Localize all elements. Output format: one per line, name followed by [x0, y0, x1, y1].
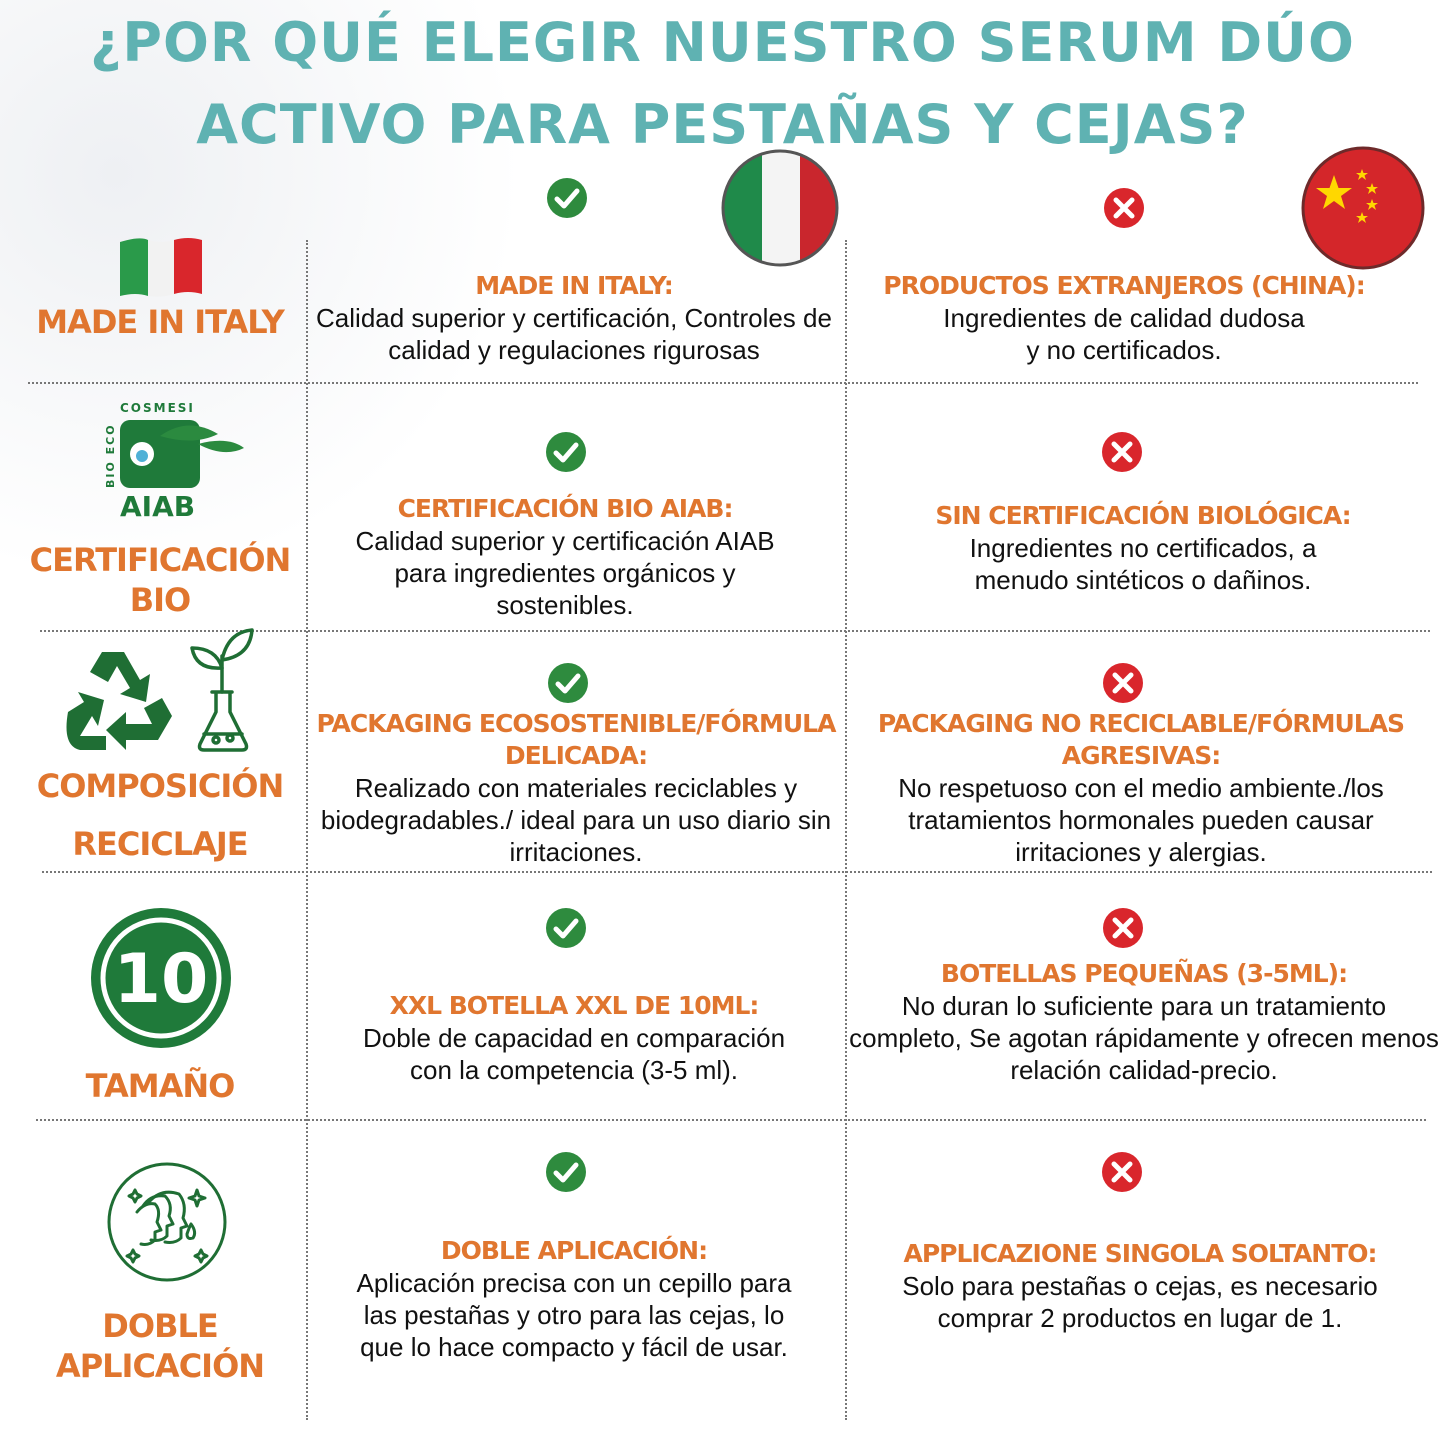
logo-side-text: BIO ECO — [104, 423, 117, 488]
aiab-bio-logo — [98, 396, 248, 522]
bad-body: No respetuoso con el medio ambiente./los tratamientos hormonales pueden causar irritaciones y alergias. — [898, 773, 1384, 867]
logo-top-text: COSMESI — [120, 401, 195, 415]
check-icon — [545, 907, 587, 949]
category-composition-recycling — [10, 766, 310, 864]
good-cell-xxl-bottle — [310, 990, 838, 1086]
good-heading: CERTIFICACIÓN BIO AIAB: — [397, 494, 733, 523]
plant-flask-icon — [186, 626, 260, 754]
bad-cell-non-recyclable — [852, 708, 1430, 868]
china-flag-circle-icon — [1300, 145, 1426, 271]
check-icon — [545, 1151, 587, 1193]
bad-body: Solo para pestañas o cejas, es necesario comprar 2 productos en lugar de 1. — [902, 1271, 1378, 1333]
double-application-face-icon — [105, 1160, 229, 1284]
check-icon — [545, 431, 587, 473]
bad-heading: BOTELLAS PEQUEÑAS (3-5ML): — [940, 959, 1348, 988]
bad-cell-single-application — [850, 1238, 1430, 1334]
category-double-application — [10, 1306, 310, 1386]
check-icon — [546, 177, 588, 219]
category-line-2: RECICLAJE — [72, 825, 248, 863]
bad-heading: APPLICAZIONE SINGOLA SOLTANTO: — [903, 1239, 1377, 1268]
category-bio-certification: CERTIFICACIÓN BIO — [29, 541, 291, 619]
bad-heading: PACKAGING NO RECICLABLE/FÓRMULAS AGRESIVAS: — [877, 709, 1405, 770]
good-cell-eco-packaging — [306, 708, 846, 868]
logo-bottom-text: AIAB — [120, 490, 196, 522]
cross-icon — [1101, 431, 1143, 473]
category-made-in-italy: MADE IN ITALY — [36, 303, 284, 341]
good-cell-made-in-italy — [310, 270, 838, 366]
good-cell-bio-aiab — [310, 493, 820, 621]
bad-body: No duran lo suficiente para un tratamiento completo, Se agotan rápidamente y ofrecen menos relación calidad-precio. — [849, 991, 1439, 1085]
good-heading: PACKAGING ECOSOSTENIBLE/FÓRMULA DELICADA: — [316, 709, 836, 770]
category-size: TAMAÑO — [85, 1067, 235, 1105]
divider-h3 — [42, 871, 1432, 873]
divider-h4 — [36, 1119, 1426, 1121]
good-heading: DOBLE APLICACIÓN: — [440, 1236, 708, 1265]
cross-icon — [1102, 662, 1144, 704]
size-10-badge-icon — [89, 906, 233, 1050]
divider-h1 — [28, 382, 1418, 384]
bad-heading: PRODUCTOS EXTRANJEROS (CHINA): — [883, 271, 1365, 300]
good-body: Calidad superior y certificación, Controles de calidad y regulaciones rigurosas — [316, 303, 832, 365]
recycle-icon — [62, 646, 172, 754]
bad-body: Ingredientes de calidad dudosa y no certificados. — [943, 303, 1305, 365]
bad-cell-foreign-products — [850, 270, 1398, 366]
good-heading: XXL BOTELLA XXL DE 10ML: — [389, 991, 759, 1020]
badge-number: 10 — [113, 940, 209, 1019]
page-title — [0, 2, 1445, 166]
italy-flag-icon — [118, 236, 204, 298]
category-line-1: DOBLE — [102, 1307, 218, 1345]
category-line-2: APLICACIÓN — [55, 1347, 265, 1385]
title-line-1: ¿POR QUÉ ELEGIR NUESTRO SERUM DÚO — [90, 11, 1355, 74]
cross-icon — [1101, 1151, 1143, 1193]
category-line-1: COMPOSICIÓN — [36, 767, 284, 805]
cross-icon — [1102, 907, 1144, 949]
bad-heading: SIN CERTIFICACIÓN BIOLÓGICA: — [935, 501, 1351, 530]
italy-flag-circle-icon — [720, 148, 840, 268]
cross-icon — [1103, 187, 1145, 229]
good-body: Doble de capacidad en comparación con la competencia (3-5 ml). — [362, 1023, 786, 1085]
good-body: Realizado con materiales reciclables y biodegradables./ ideal para un uso diario sin irritaciones. — [320, 773, 832, 867]
bad-cell-small-bottles — [846, 958, 1442, 1086]
check-icon — [547, 662, 589, 704]
good-cell-double-application — [310, 1235, 838, 1363]
bad-body: Ingredientes no certificados, a menudo sintéticos o dañinos. — [969, 533, 1317, 595]
good-heading: MADE IN ITALY: — [475, 271, 673, 300]
good-body: Calidad superior y certificación AIAB para ingredientes orgánicos y sostenibles. — [355, 526, 775, 620]
good-body: Aplicación precisa con un cepillo para las pestañas y otro para las cejas, lo que lo hace compacto y fácil de usar. — [356, 1268, 792, 1362]
title-line-2: ACTIVO PARA PESTAÑAS Y CEJAS? — [196, 93, 1249, 156]
bad-cell-no-bio — [850, 500, 1436, 596]
